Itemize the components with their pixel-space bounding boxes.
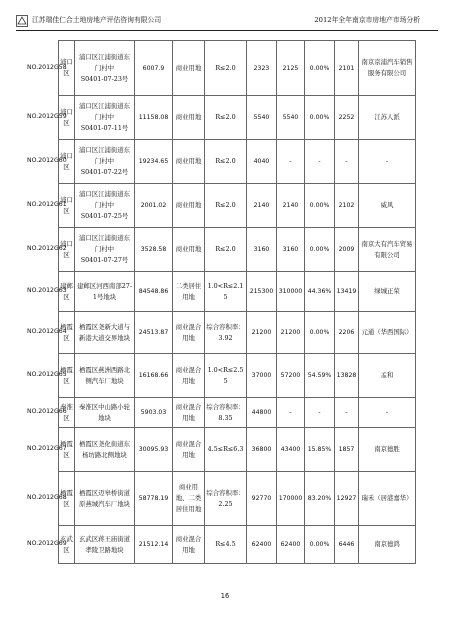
buyer-cell: 绿城正荣 [359,272,416,312]
plot-number: NO.2012G62 [27,245,67,252]
plot-number: NO.2012G60 [27,157,67,164]
area-cell: 3528.58 [135,228,173,272]
deal-price-cell: 2140 [277,184,305,228]
location-cell: 栖霞区迈皋桥街道原燕城汽车厂地块 [75,472,135,526]
deal-price-cell: 21200 [277,312,305,354]
location-cell: 栖霞区燕洲西路北侧汽车厂地块 [75,354,135,398]
plot-number: NO.2012G61 [27,201,67,208]
far-cell: R≤2.0 [205,184,247,228]
premium-cell: 0.00% [305,312,335,354]
premium-cell: - [305,140,335,184]
plot-number: NO.2012G65 [27,371,67,378]
buyer-cell: 南京大有汽车贸易有限公司 [359,228,416,272]
far-cell: 1.0<R≤2.55 [205,354,247,398]
area-cell: 58778.19 [135,472,173,526]
deal-price-cell: 62400 [277,526,305,564]
location-cell: 栖霞区尧化街道东杨坊路北侧地块 [75,428,135,472]
area-cell: 24513.87 [135,312,173,354]
buyer-cell: 瑞禾（居港嘉华） [359,472,416,526]
deal-price-cell: - [277,140,305,184]
far-cell: 4.5≤R≤6.3 [205,428,247,472]
plot-number: NO.2012G66 [27,408,67,415]
location-cell: 浦口区江浦街道东门村中 S0401-07-25号 [75,184,135,228]
plot-number: NO.2012G63 [27,287,67,294]
start-price-cell: 4040 [247,140,277,184]
area-cell: 19234.65 [135,140,173,184]
start-price-cell: 3160 [247,228,277,272]
table-row [59,354,416,398]
premium-cell: 54.59% [305,354,335,398]
use-cell: 二类居住用地 [173,272,205,312]
district-cell: 浦口区 [59,140,75,184]
area-cell: 5903.03 [135,398,173,428]
use-cell: 商业用地 [173,41,205,96]
deal-price-cell: 3160 [277,228,305,272]
deal-price-cell: 5540 [277,96,305,140]
land-transaction-table [58,40,416,564]
premium-cell: 0.00% [305,526,335,564]
far-cell: R≤2.0 [205,96,247,140]
premium-cell: 0.00% [305,96,335,140]
far-cell: R≤2.0 [205,41,247,96]
buyer-cell: 元通（华西国际） [359,312,416,354]
floor-price-cell: 1857 [335,428,359,472]
start-price-cell: 2140 [247,184,277,228]
far-cell: R≤2.0 [205,228,247,272]
location-cell: 秦淮区中山路小轮地块 [75,398,135,428]
use-cell: 商业用地 [173,140,205,184]
use-cell: 商业用地 [173,228,205,272]
table-row [59,526,416,564]
use-cell: 商业混合用地 [173,312,205,354]
area-cell: 84548.86 [135,272,173,312]
floor-price-cell: 2252 [335,96,359,140]
district-cell: 浦口区 [59,228,75,272]
floor-price-cell: - [335,140,359,184]
district-cell: 栖霞区 [59,472,75,526]
company-logo-icon [16,15,28,27]
floor-price-cell: 6446 [335,526,359,564]
premium-cell: 0.00% [305,41,335,96]
table-row [59,312,416,354]
buyer-cell: 江苏人派 [359,96,416,140]
table-row [59,184,416,228]
buyer-cell: 孟和 [359,354,416,398]
district-cell: 栖霞区 [59,354,75,398]
deal-price-cell: - [277,398,305,428]
use-cell: 商业用地 [173,96,205,140]
document-title: 2012年全年南京市房地产市场分析 [314,16,420,24]
deal-price-cell: 57200 [277,354,305,398]
table-row [59,41,416,96]
location-cell: 浦口区江浦街道东门村中 S0401-07-23号 [75,41,135,96]
district-cell: 浦口区 [59,184,75,228]
buyer-cell: - [359,140,416,184]
deal-price-cell: 43400 [277,428,305,472]
premium-cell: 15.85% [305,428,335,472]
table-row [59,272,416,312]
use-cell: 商业混合用地 [173,428,205,472]
location-cell: 浦口区江浦街道东门村中 S0401-07-11号 [75,96,135,140]
location-cell: 浦口区江浦街道东门村中 S0401-07-22号 [75,140,135,184]
district-cell: 栖霞区 [59,312,75,354]
area-cell: 6007.9 [135,41,173,96]
floor-price-cell: 2009 [335,228,359,272]
far-cell: 综合容积率：3.92 [205,312,247,354]
far-cell: R≤2.0 [205,140,247,184]
plot-number: NO.2012G58 [27,63,67,71]
table-row [59,472,416,526]
district-cell: 栖霞区 [59,428,75,472]
plot-number: NO.2012G59 [27,113,67,120]
deal-price-cell: 170000 [277,472,305,526]
floor-price-cell: 2206 [335,312,359,354]
area-cell: 2001.02 [135,184,173,228]
premium-cell: 0.00% [305,184,335,228]
deal-price-cell: 310000 [277,272,305,312]
start-price-cell: 44800 [247,398,277,428]
page-number: 16 [220,592,230,600]
start-price-cell: 37000 [247,354,277,398]
start-price-cell: 21200 [247,312,277,354]
district-cell: 浦口区 [59,41,75,96]
location-cell: 栖霞区尧新大道与新港大道交界地块 [75,312,135,354]
start-price-cell: 215300 [247,272,277,312]
plot-number: NO.2012G68 [27,494,67,501]
area-cell: 11158.08 [135,96,173,140]
premium-cell: - [305,398,335,428]
table-row [59,428,416,472]
location-cell: 建邺区河西南部27-1号地块 [75,272,135,312]
start-price-cell: 5540 [247,96,277,140]
use-cell: 商业混合用地 [173,354,205,398]
premium-cell: 44.36% [305,272,335,312]
far-cell: R≤4.5 [205,526,247,564]
use-cell: 商业混合用地 [173,398,205,428]
company-name: 江苏瑞佳仁合土地房地产评估咨询有限公司 [32,16,162,24]
use-cell: 商业用地、二类居住用地 [173,472,205,526]
buyer-cell: - [359,398,416,428]
use-cell: 商业用地 [173,184,205,228]
far-cell: 综合容积率：2.25 [205,472,247,526]
start-price-cell: 62400 [247,526,277,564]
start-price-cell: 2323 [247,41,277,96]
header-rule [16,30,438,31]
table-row [59,96,416,140]
buyer-cell: 威风 [359,184,416,228]
page-header [16,13,438,29]
premium-cell: 83.20% [305,472,335,526]
district-cell: 秦淮区 [59,398,75,428]
floor-price-cell: 2102 [335,184,359,228]
buyer-cell: 南京京浦汽车销售服务有限公司 [359,41,416,96]
floor-price-cell: - [335,398,359,428]
table-row [59,140,416,184]
location-cell: 玄武区蒋王庙街道孝陵卫路地块 [75,526,135,564]
plot-number: NO.2012G69 [27,540,67,547]
area-cell: 30095.93 [135,428,173,472]
area-cell: 21512.14 [135,526,173,564]
area-cell: 16168.66 [135,354,173,398]
district-cell: 玄武区 [59,526,75,564]
deal-price-cell: 2125 [277,41,305,96]
far-cell: 1.0<R≤2.15 [205,272,247,312]
premium-cell: 0.00% [305,228,335,272]
far-cell: 综合容积率：8.35 [205,398,247,428]
table-row [59,228,416,272]
use-cell: 商业混合用地 [173,526,205,564]
floor-price-cell: 13419 [335,272,359,312]
buyer-cell: 南京德胜 [359,428,416,472]
location-cell: 浦口区江浦街道东门村中 S0401-07-27号 [75,228,135,272]
buyer-cell: 南京德鸿 [359,526,416,564]
floor-price-cell: 13828 [335,354,359,398]
table-row [59,398,416,428]
plot-number: NO.2012G67 [27,445,67,452]
district-cell: 浦口区 [59,96,75,140]
plot-number: NO.2012G64 [27,328,67,335]
start-price-cell: 92770 [247,472,277,526]
floor-price-cell: 12927 [335,472,359,526]
start-price-cell: 36800 [247,428,277,472]
district-cell: 建邺区 [59,272,75,312]
floor-price-cell: 2101 [335,41,359,96]
